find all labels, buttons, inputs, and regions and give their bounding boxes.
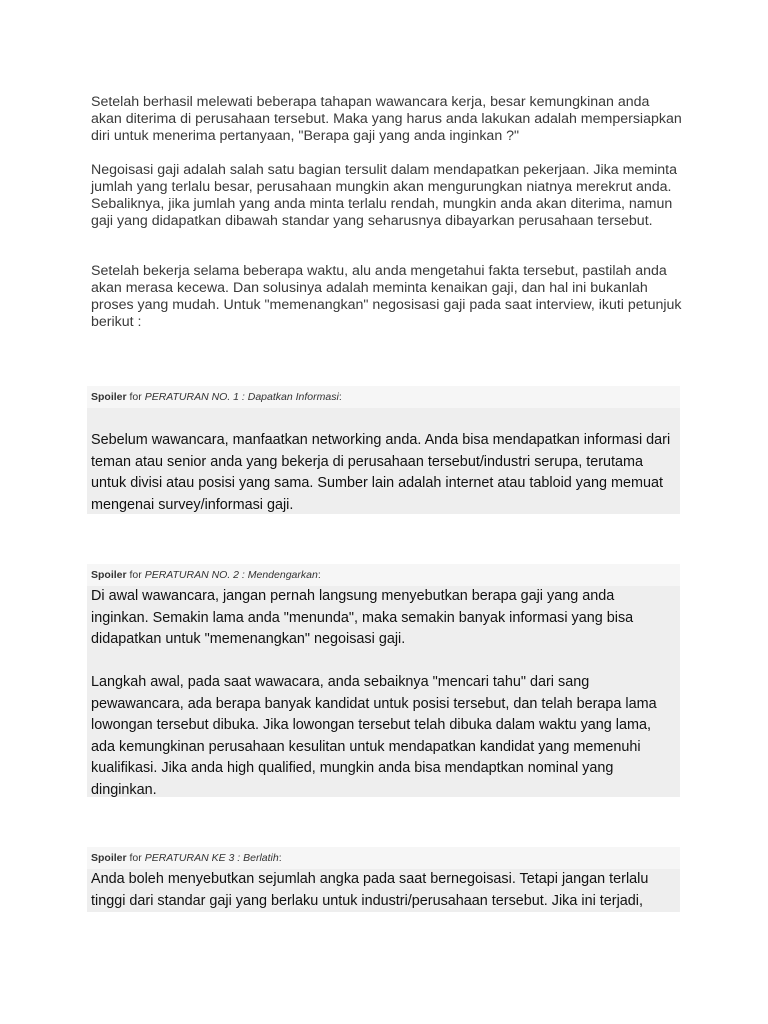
spoiler-label: Spoiler <box>91 569 127 581</box>
spoiler-header-1[interactable] <box>87 386 680 408</box>
spoiler-colon: : <box>278 852 282 864</box>
spoiler-title: PERATURAN NO. 1 : Dapatkan Informasi <box>144 391 339 403</box>
spoiler-title: PERATURAN NO. 2 : Mendengarkan <box>144 569 318 581</box>
spoiler-header-3[interactable] <box>87 847 680 869</box>
spoiler-title: PERATURAN KE 3 : Berlatih <box>144 852 279 864</box>
spoiler-paragraph: Di awal wawancara, jangan pernah langsung menyebutkan berapa gaji yang anda inginkan. Semakin lama anda "menunda", maka semakin banyak informasi yang bisa didapatkan untuk "memenangkan" negoisasi gaji. <box>91 588 634 647</box>
intro-paragraph-1: Setelah berhasil melewati beberapa tahapan wawancara kerja, besar kemungkinan anda akan diterima di perusahaan tersebut. Maka yang harus anda lakukan adalah mempersiapkan diri untuk menerima pertanyaan, "Berapa gaji yang anda inginkan ?" <box>91 94 682 144</box>
intro-paragraph-3: Setelah bekerja selama beberapa waktu, alu anda mengetahui fakta tersebut, pastilah anda akan merasa kecewa. Dan solusinya adalah meminta kenaikan gaji, dan hal ini bukanlah proses yang mudah. Untuk "memenangkan" negosisasi gaji pada saat interview, ikuti petunjuk berikut : <box>91 263 682 330</box>
spoiler-paragraph: Anda boleh menyebutkan sejumlah angka pada saat bernegoisasi. Tetapi jangan terlalu tinggi dari standar gaji yang berlaku untuk industri/perusahaan tersebut. Jika ini terjadi, <box>91 871 649 909</box>
spoiler-paragraph: Langkah awal, pada saat wawacara, anda sebaiknya "mencari tahu" dari sang pewawancara, ada berapa banyak kandidat untuk posisi tersebut, dan telah berapa lama lowongan tersebut dibuka. Jika lowongan tersebut telah dibuka dalam waktu yang lama, ada kemungkinan perusahaan kesulitan untuk mendapatkan kandidat yang memenuhi kualifikasi. Jika anda high qualified, mungkin anda bisa mendaptkan nominal yang dinginkan. <box>91 674 657 798</box>
spoiler-for-text: for <box>126 852 145 864</box>
spoiler-for-text: for <box>126 569 145 581</box>
intro-paragraph-2: Negoisasi gaji adalah salah satu bagian tersulit dalam mendapatkan pekerjaan. Jika meminta jumlah yang terlalu besar, perusahaan mungkin akan mengurungkan niatnya merekrut anda. Sebaliknya, jika jumlah yang anda minta terlalu rendah, mungkin anda akan diterima, namun gaji yang didapatkan dibawah standar yang seharusnya dibayarkan perusahaan tersebut. <box>91 162 677 229</box>
spoiler-label: Spoiler <box>91 852 127 864</box>
spoiler-header-2[interactable] <box>87 564 680 586</box>
spoiler-label: Spoiler <box>91 391 127 403</box>
spoiler-colon: : <box>317 569 321 581</box>
spoiler-content-2 <box>87 586 680 797</box>
spoiler-content-1 <box>87 408 680 514</box>
spoiler-colon: : <box>338 391 342 403</box>
spoiler-content-3 <box>87 869 680 912</box>
spoiler-paragraph: Sebelum wawancara, manfaatkan networking anda. Anda bisa mendapatkan informasi dari teman atau senior anda yang bekerja di perusahaan tersebut/industri serupa, terutama untuk divisi atau posisi yang sama. Sumber lain adalah internet atau tabloid yang memuat mengenai survey/informasi gaji. <box>91 432 671 513</box>
spoiler-for-text: for <box>126 391 145 403</box>
